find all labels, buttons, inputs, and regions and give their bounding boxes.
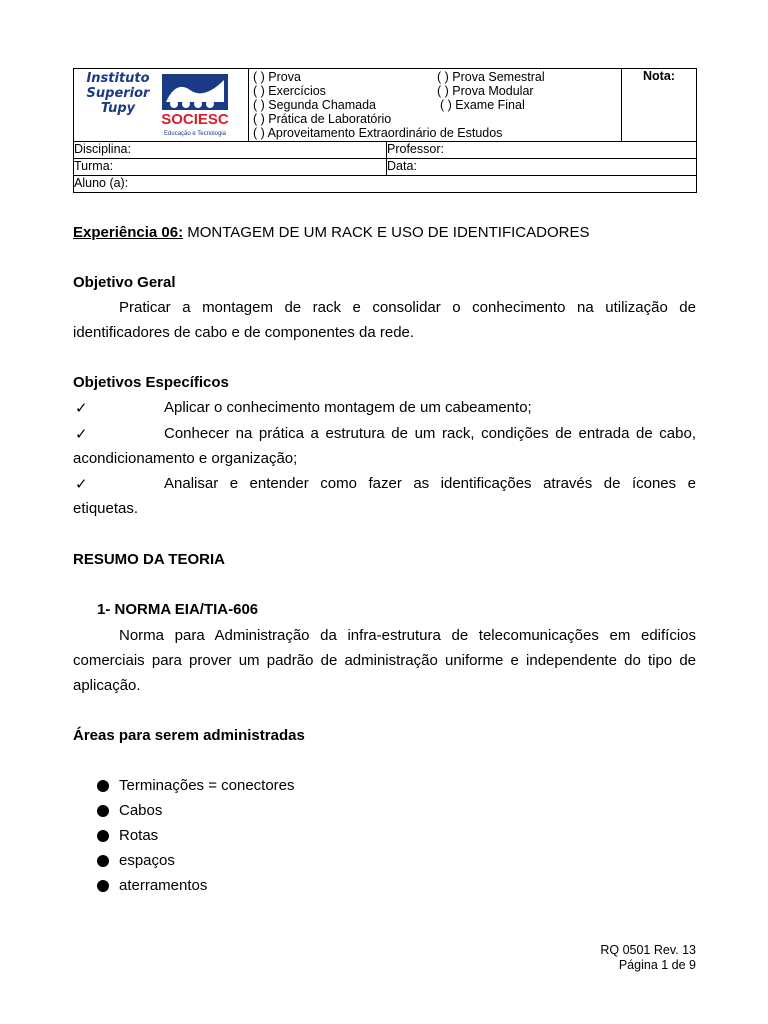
objetivo-especifico-3: ✓ Analisar e entender como fazer as identificações através de ícones e [75,475,696,493]
bullet-icon [97,855,109,867]
list-item: Terminações = conectores [73,777,473,797]
bullet-icon [97,830,109,842]
aluno-field: Aluno (a): [74,176,697,193]
disciplina-field: Disciplina: [74,142,387,159]
sociesc-name: SOCIESC [161,111,229,128]
header-table [73,68,697,193]
header-block [73,68,696,193]
bullet-icon [97,880,109,892]
list-item: aterramentos [73,877,473,897]
check-icon: ✓ [75,476,88,493]
check-icon: ✓ [75,400,88,417]
bullet-icon [97,780,109,792]
turma-field: Turma: [74,159,387,176]
resumo-heading: RESUMO DA TEORIA [73,551,225,568]
professor-field: Professor: [387,142,697,159]
objetivo-especifico-2-cont: acondicionamento e organização; [73,450,298,467]
norma-line1: Norma para Administração da infra-estrutura de telecomunicações em edifícios [119,627,696,644]
list-item: Rotas [73,827,473,847]
objetivo-especifico-2: ✓ Conhecer na prática a estrutura de um rack, condições de entrada de cabo, [75,425,696,443]
page-number: Página 1 de 9 [618,958,696,972]
data-field: Data: [387,159,697,176]
bullet-icon [97,805,109,817]
objetivos-especificos-heading: Objetivos Específicos [73,374,229,391]
option-exame-final: ( ) Exame Final [440,98,525,112]
sociesc-logo [160,72,230,140]
option-segunda-chamada: ( ) Segunda Chamada [253,98,376,112]
logo-cell [74,69,249,142]
experiment-heading [73,224,589,241]
norma-line3: aplicação. [73,677,141,694]
norma-line2: comerciais para prover um padrão de administração uniforme e independente do tipo de [73,652,696,669]
page-footer [600,943,696,973]
norma-heading: 1- NORMA EIA/TIA-606 [97,601,259,618]
revision-label: RQ 0501 Rev. 13 [600,943,696,957]
option-prova-modular: ( ) Prova Modular [437,84,534,98]
instituto-superior-tupy-logo: Instituto Superior Tupy [86,71,150,116]
check-icon: ✓ [75,426,88,443]
option-pratica-laboratorio: ( ) Prática de Laboratório [253,112,392,126]
option-prova: ( ) Prova [253,70,301,84]
assessment-type-options [249,69,622,142]
option-aproveitamento: ( ) Aproveitamento Extraordinário de Estudos [253,126,503,140]
areas-heading: Áreas para serem administradas [73,727,305,744]
experiment-label: Experiência 06: [73,224,184,241]
experiment-title: MONTAGEM DE UM RACK E USO DE IDENTIFICADORES [183,224,590,241]
list-item: espaços [73,852,473,872]
objetivo-geral-heading: Objetivo Geral [73,274,176,291]
objetivo-geral-line2: identificadores de cabo e de componentes da rede. [73,324,415,341]
objetivo-especifico-3-cont: etiquetas. [73,500,139,517]
nota-label: Nota: [622,69,697,142]
option-exercicios: ( ) Exercícios [253,84,326,98]
option-prova-semestral: ( ) Prova Semestral [437,70,545,84]
list-item: Cabos [73,802,473,822]
sociesc-tagline: Educação e Tecnologia [164,131,226,137]
objetivo-geral-line1: Praticar a montagem de rack e consolidar o conhecimento na utilização de [119,299,696,316]
